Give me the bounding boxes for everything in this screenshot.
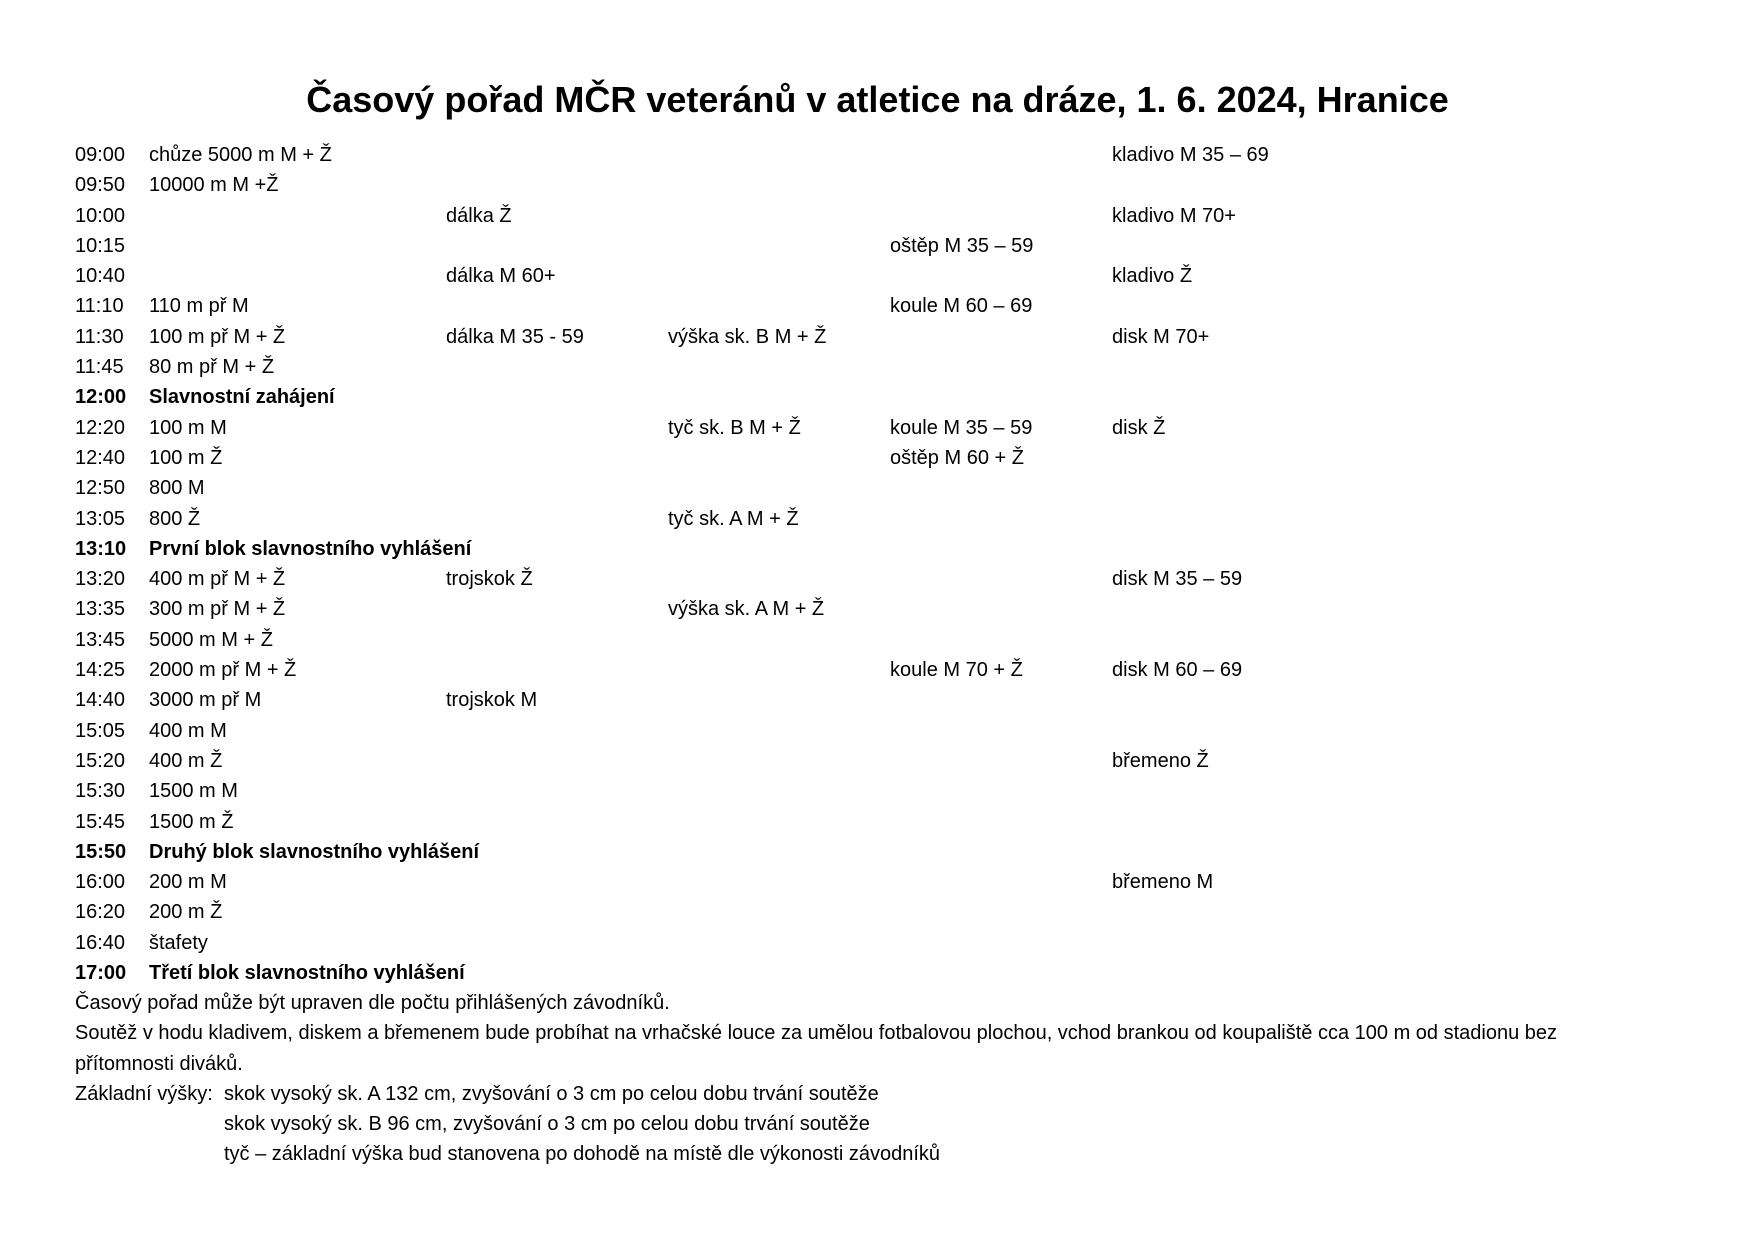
schedule-row xyxy=(75,716,1675,746)
schedule-row xyxy=(75,413,1675,443)
schedule-row xyxy=(75,473,1675,503)
schedule-time: 13:35 xyxy=(75,598,126,621)
schedule-event: 80 m př M + Ž xyxy=(149,356,275,379)
note-throwing-venue-line2: přítomnosti diváků. xyxy=(75,1052,243,1075)
schedule-row xyxy=(75,382,1675,412)
schedule-event: 110 m př M xyxy=(149,295,249,318)
schedule-row xyxy=(75,594,1675,624)
schedule-event: trojskok Ž xyxy=(446,568,533,591)
schedule-event: První blok slavnostního vyhlášení xyxy=(149,537,472,560)
schedule-row xyxy=(75,837,1675,867)
schedule-event: disk M 60 – 69 xyxy=(1112,659,1243,682)
schedule-row xyxy=(75,504,1675,534)
schedule-row xyxy=(75,261,1675,291)
schedule-event: dálka M 35 - 59 xyxy=(446,325,584,348)
schedule-event: výška sk. B M + Ž xyxy=(668,325,827,348)
schedule-event: výška sk. A M + Ž xyxy=(668,598,825,621)
schedule-event: 2000 m př M + Ž xyxy=(149,659,297,682)
schedule-event: 100 m Ž xyxy=(149,446,223,469)
schedule-time: 12:40 xyxy=(75,446,126,469)
schedule-row xyxy=(75,140,1675,170)
schedule-event: 400 m př M + Ž xyxy=(149,568,286,591)
schedule-time: 11:45 xyxy=(75,356,124,379)
schedule-event: Třetí blok slavnostního vyhlášení xyxy=(149,962,465,985)
starting-heights-label: Základní výšky: xyxy=(75,1082,213,1105)
schedule-time: 15:20 xyxy=(75,749,126,772)
schedule-event: kladivo Ž xyxy=(1112,265,1193,288)
schedule-time: 15:30 xyxy=(75,780,126,803)
schedule-event: disk Ž xyxy=(1112,416,1166,439)
schedule-event: 5000 m M + Ž xyxy=(149,628,273,651)
schedule-event: disk M 35 – 59 xyxy=(1112,568,1243,591)
schedule-time: 10:40 xyxy=(75,265,126,288)
schedule-row xyxy=(75,534,1675,564)
schedule-row xyxy=(75,776,1675,806)
schedule-time: 13:20 xyxy=(75,568,126,591)
starting-height-item: skok vysoký sk. A 132 cm, zvyšování o 3 cm po celou dobu trvání soutěže xyxy=(224,1082,879,1105)
schedule-event: kladivo M 70+ xyxy=(1112,204,1236,227)
schedule-time: 14:40 xyxy=(75,689,126,712)
schedule-event: 800 Ž xyxy=(149,507,201,530)
schedule-event: tyč sk. A M + Ž xyxy=(668,507,799,530)
schedule-time: 12:50 xyxy=(75,477,126,500)
schedule-time: 13:05 xyxy=(75,507,126,530)
schedule-time: 16:00 xyxy=(75,871,126,894)
schedule-event: 1500 m Ž xyxy=(149,810,234,833)
schedule-row xyxy=(75,322,1675,352)
schedule-row xyxy=(75,655,1675,685)
schedule-event: štafety xyxy=(149,931,208,954)
schedule-event: 400 m Ž xyxy=(149,749,223,772)
schedule-event: oštěp M 35 – 59 xyxy=(890,234,1034,257)
schedule-event: 400 m M xyxy=(149,719,227,742)
schedule-row xyxy=(75,352,1675,382)
schedule-time: 10:00 xyxy=(75,204,126,227)
schedule-event: břemeno Ž xyxy=(1112,749,1209,772)
schedule-row xyxy=(75,928,1675,958)
starting-heights xyxy=(75,1079,1675,1170)
schedule-event: 300 m př M + Ž xyxy=(149,598,286,621)
schedule-table xyxy=(75,140,1675,988)
schedule-event: disk M 70+ xyxy=(1112,325,1210,348)
schedule-event: trojskok M xyxy=(446,689,538,712)
schedule-time: 15:45 xyxy=(75,810,126,833)
schedule-row xyxy=(75,201,1675,231)
schedule-row xyxy=(75,958,1675,988)
note-schedule-change: Časový pořad může být upraven dle počtu přihlášených závodníků. xyxy=(75,992,670,1014)
notes-section xyxy=(75,988,1675,1170)
schedule-time: 10:15 xyxy=(75,234,126,257)
schedule-row xyxy=(75,291,1675,321)
schedule-time: 15:50 xyxy=(75,840,127,863)
schedule-event: Druhý blok slavnostního vyhlášení xyxy=(149,840,480,863)
schedule-event: 800 M xyxy=(149,477,205,500)
schedule-row xyxy=(75,625,1675,655)
schedule-row xyxy=(75,746,1675,776)
schedule-event: dálka Ž xyxy=(446,204,512,227)
schedule-event: dálka M 60+ xyxy=(446,265,556,288)
schedule-time: 14:25 xyxy=(75,659,126,682)
schedule-row xyxy=(75,170,1675,200)
schedule-time: 09:00 xyxy=(75,144,126,166)
schedule-event: 200 m Ž xyxy=(149,901,223,924)
schedule-time: 13:45 xyxy=(75,628,126,651)
schedule-event: 1500 m M xyxy=(149,780,238,803)
schedule-row xyxy=(75,897,1675,927)
schedule-event: kladivo M 35 – 69 xyxy=(1112,144,1269,166)
schedule-row xyxy=(75,564,1675,594)
schedule-event: koule M 35 – 59 xyxy=(890,416,1033,439)
schedule-event: 200 m M xyxy=(149,871,227,894)
schedule-row xyxy=(75,867,1675,897)
schedule-event: tyč sk. B M + Ž xyxy=(668,416,801,439)
schedule-row xyxy=(75,443,1675,473)
schedule-time: 16:40 xyxy=(75,931,126,954)
schedule-event: břemeno M xyxy=(1112,871,1214,894)
schedule-time: 13:10 xyxy=(75,537,127,560)
schedule-event: koule M 70 + Ž xyxy=(890,659,1023,682)
schedule-event: 3000 m př M xyxy=(149,689,262,712)
schedule-time: 16:20 xyxy=(75,901,126,924)
schedule-time: 09:50 xyxy=(75,174,126,197)
schedule-time: 11:30 xyxy=(75,325,124,348)
starting-heights-list xyxy=(224,1079,1675,1170)
starting-height-item: skok vysoký sk. B 96 cm, zvyšování o 3 cm po celou dobu trvání soutěže xyxy=(224,1113,870,1136)
schedule-event: Slavnostní zahájení xyxy=(149,386,335,409)
schedule-event: koule M 60 – 69 xyxy=(890,295,1033,318)
note-throwing-venue-line1: Soutěž v hodu kladivem, diskem a břemenem bude probíhat na vrhačské louce za umělou fotbalovou plochou, vchod brankou od koupaliště cca 100 m od stadionu bez xyxy=(75,1022,1558,1045)
starting-height-item: tyč – základní výška bud stanovena po dohodě na místě dle výkonosti závodníků xyxy=(224,1143,940,1166)
schedule-time: 15:05 xyxy=(75,719,126,742)
page-title: Časový pořad MČR veteránů v atletice na dráze, 1. 6. 2024, Hranice xyxy=(306,79,1449,120)
schedule-event: 100 m M xyxy=(149,416,227,439)
schedule-time: 12:20 xyxy=(75,416,126,439)
schedule-event: 10000 m M +Ž xyxy=(149,174,279,197)
schedule-row xyxy=(75,685,1675,715)
schedule-row xyxy=(75,231,1675,261)
schedule-event: chůze 5000 m M + Ž xyxy=(149,144,332,166)
schedule-time: 17:00 xyxy=(75,962,127,985)
schedule-event: oštěp M 60 + Ž xyxy=(890,446,1024,469)
schedule-time: 12:00 xyxy=(75,386,127,409)
schedule-event: 100 m př M + Ž xyxy=(149,325,286,348)
schedule-time: 11:10 xyxy=(75,295,124,318)
schedule-row xyxy=(75,807,1675,837)
